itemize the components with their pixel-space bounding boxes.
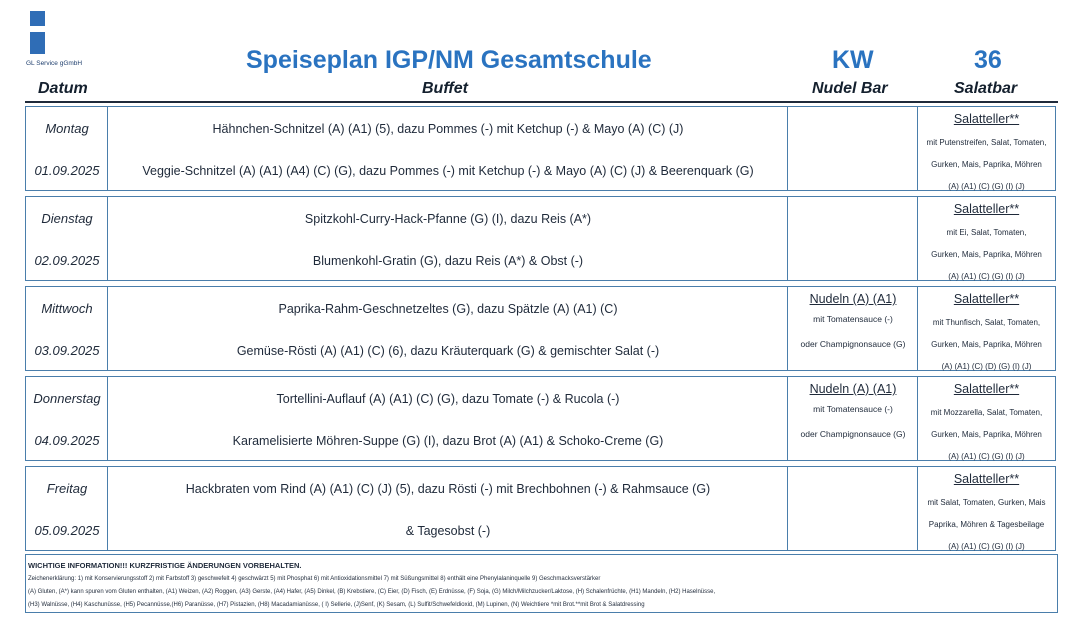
salat-line-3: (A) (A1) (C) (G) (I) (J) — [948, 452, 1025, 461]
salat-cell — [918, 377, 1055, 460]
info-legend-line-1: Zeichenerklärung: 1) mit Konservierungsstoff 2) mit Farbstoff 3) geschwefelt 4) geschwärzt 5) mit Phosphat 6) mit Antioxidationsmittel 7) mit Süßungsmittel 8) enthält eine Phenylalaninquelle 9) Geschmacksverstärker — [28, 576, 601, 582]
buffet-cell — [108, 197, 788, 280]
buffet-meal-2: Karamelisierte Möhren-Suppe (G) (I), dazu Brot (A) (A1) & Schoko-Creme (G) — [232, 434, 664, 448]
salat-title: Salatteller** — [953, 472, 1020, 486]
salat-cell — [918, 197, 1055, 280]
salat-line-2: Gurken, Mais, Paprika, Möhren — [931, 250, 1042, 259]
day-date: 03.09.2025 — [34, 343, 100, 358]
date-cell — [26, 197, 108, 280]
day-row-thursday — [25, 376, 1056, 461]
day-row-friday — [25, 466, 1056, 551]
salat-line-1: mit Putenstreifen, Salat, Tomaten, — [926, 138, 1047, 147]
day-name: Dienstag — [41, 211, 93, 226]
buffet-meal-1: Hackbraten vom Rind (A) (A1) (C) (J) (5), dazu Rösti (-) mit Brechbohnen (-) & Rahmsauce (G) — [185, 482, 711, 496]
salat-cell — [918, 287, 1055, 370]
nudel-line-1: mit Tomatensauce (-) — [813, 314, 893, 324]
salat-line-3: (A) (A1) (C) (G) (I) (J) — [948, 182, 1025, 191]
salat-line-1: mit Salat, Tomaten, Gurken, Mais — [927, 498, 1046, 507]
salat-line-2: Gurken, Mais, Paprika, Möhren — [931, 160, 1042, 169]
info-legend-line-2: (A) Gluten, (A*) kann spuren vom Gluten enthalten, (A1) Weizen, (A2) Roggen, (A3) Gerste, (A4) Hafer, (A5) Dinkel, (B) Krebstiere, (C) Eier, (D) Fisch, (E) Erdnüsse, (F) Soja, (G) Milch/Milchzucker/Laktose, (H) Schalenfrüchte, (H1) Mandeln, (H2) Haselnüsse, — [28, 589, 716, 595]
date-cell — [26, 287, 108, 370]
buffet-cell — [108, 107, 788, 190]
date-cell — [26, 377, 108, 460]
day-row-monday — [25, 106, 1056, 191]
info-heading: WICHTIGE INFORMATION!!! KURZFRISTIGE ÄNDERUNGEN VORBEHALTEN. — [28, 561, 302, 570]
salat-line-2: Gurken, Mais, Paprika, Möhren — [931, 340, 1042, 349]
nudel-cell — [788, 377, 918, 460]
nudel-title: Nudeln (A) (A1) — [809, 292, 897, 306]
salat-line-2: Paprika, Möhren & Tagesbeilage — [928, 520, 1045, 529]
kw-number: 36 — [974, 46, 1002, 74]
buffet-meal-1: Hähnchen-Schnitzel (A) (A1) (5), dazu Pommes (-) mit Ketchup (-) & Mayo (A) (C) (J) — [212, 122, 684, 136]
info-box — [25, 554, 1058, 613]
page-title: Speiseplan IGP/NM Gesamtschule — [246, 46, 652, 74]
salat-line-1: mit Mozzarella, Salat, Tomaten, — [930, 408, 1043, 417]
day-row-wednesday — [25, 286, 1056, 371]
nudel-line-2: oder Champignonsauce (G) — [800, 339, 906, 349]
salat-line-3: (A) (A1) (C) (G) (I) (J) — [948, 542, 1025, 551]
salat-title: Salatteller** — [953, 112, 1020, 126]
info-legend-line-3: (H3) Walnüsse, (H4) Kaschunüsse, (H5) Pecannüsse,(H6) Paranüsse, (H7) Pistazien, (H8) Macadamianüsse, ( I) Sellerie, (J)Senf, (K) Sesam, (L) Sulfit/Schwefeldioxid, (M) Lupinen, (N) Weichtiere *mit Brot.**mit Brot & Salatdressing — [28, 602, 645, 608]
nudel-cell — [788, 287, 918, 370]
buffet-meal-1: Paprika-Rahm-Geschnetzeltes (G), dazu Spätzle (A) (A1) (C) — [278, 302, 618, 316]
day-date: 04.09.2025 — [34, 433, 100, 448]
day-name: Donnerstag — [33, 391, 101, 406]
day-date: 01.09.2025 — [34, 163, 100, 178]
salat-cell — [918, 107, 1055, 190]
nudel-line-1: mit Tomatensauce (-) — [813, 404, 893, 414]
day-name: Montag — [45, 121, 89, 136]
day-row-tuesday — [25, 196, 1056, 281]
buffet-cell — [108, 287, 788, 370]
buffet-meal-2: Gemüse-Rösti (A) (A1) (C) (6), dazu Kräuterquark (G) & gemischter Salat (-) — [236, 344, 660, 358]
salat-line-1: mit Thunfisch, Salat, Tomaten, — [932, 318, 1041, 327]
header-salatbar: Salatbar — [954, 80, 1018, 97]
header-datum: Datum — [38, 80, 88, 97]
nudel-line-2: oder Champignonsauce (G) — [800, 429, 906, 439]
date-cell — [26, 467, 108, 550]
day-date: 05.09.2025 — [34, 523, 100, 538]
buffet-cell — [108, 377, 788, 460]
logo-mark-top — [30, 11, 45, 26]
nudel-title: Nudeln (A) (A1) — [809, 382, 897, 396]
nudel-cell — [788, 107, 918, 190]
logo-mark-bottom — [30, 32, 45, 54]
salat-title: Salatteller** — [953, 382, 1020, 396]
day-date: 02.09.2025 — [34, 253, 100, 268]
nudel-cell — [788, 197, 918, 280]
header-divider — [25, 101, 1058, 103]
buffet-meal-1: Spitzkohl-Curry-Hack-Pfanne (G) (I), dazu Reis (A*) — [304, 212, 592, 226]
day-name: Mittwoch — [41, 301, 93, 316]
date-cell — [26, 107, 108, 190]
day-name: Freitag — [46, 481, 88, 496]
header-buffet: Buffet — [422, 80, 468, 97]
buffet-meal-2: Veggie-Schnitzel (A) (A1) (A4) (C) (G), dazu Pommes (-) mit Ketchup (-) & Mayo (A) (C) (J) & Beerenquark (G) — [142, 164, 754, 178]
salat-line-1: mit Ei, Salat, Tomaten, — [946, 228, 1027, 237]
salat-line-3: (A) (A1) (C) (D) (G) (I) (J) — [941, 362, 1032, 371]
header-nudel-bar: Nudel Bar — [812, 80, 888, 97]
buffet-cell — [108, 467, 788, 550]
buffet-meal-2: & Tagesobst (-) — [405, 524, 491, 538]
salat-line-2: Gurken, Mais, Paprika, Möhren — [931, 430, 1042, 439]
buffet-meal-1: Tortellini-Auflauf (A) (A1) (C) (G), dazu Tomate (-) & Rucola (-) — [276, 392, 620, 406]
kw-label: KW — [832, 46, 874, 74]
logo-text: GL Service gGmbH — [26, 60, 83, 67]
salat-title: Salatteller** — [953, 292, 1020, 306]
nudel-cell — [788, 467, 918, 550]
salat-cell — [918, 467, 1055, 550]
buffet-meal-2: Blumenkohl-Gratin (G), dazu Reis (A*) & Obst (-) — [312, 254, 584, 268]
salat-title: Salatteller** — [953, 202, 1020, 216]
salat-line-3: (A) (A1) (C) (G) (I) (J) — [948, 272, 1025, 281]
